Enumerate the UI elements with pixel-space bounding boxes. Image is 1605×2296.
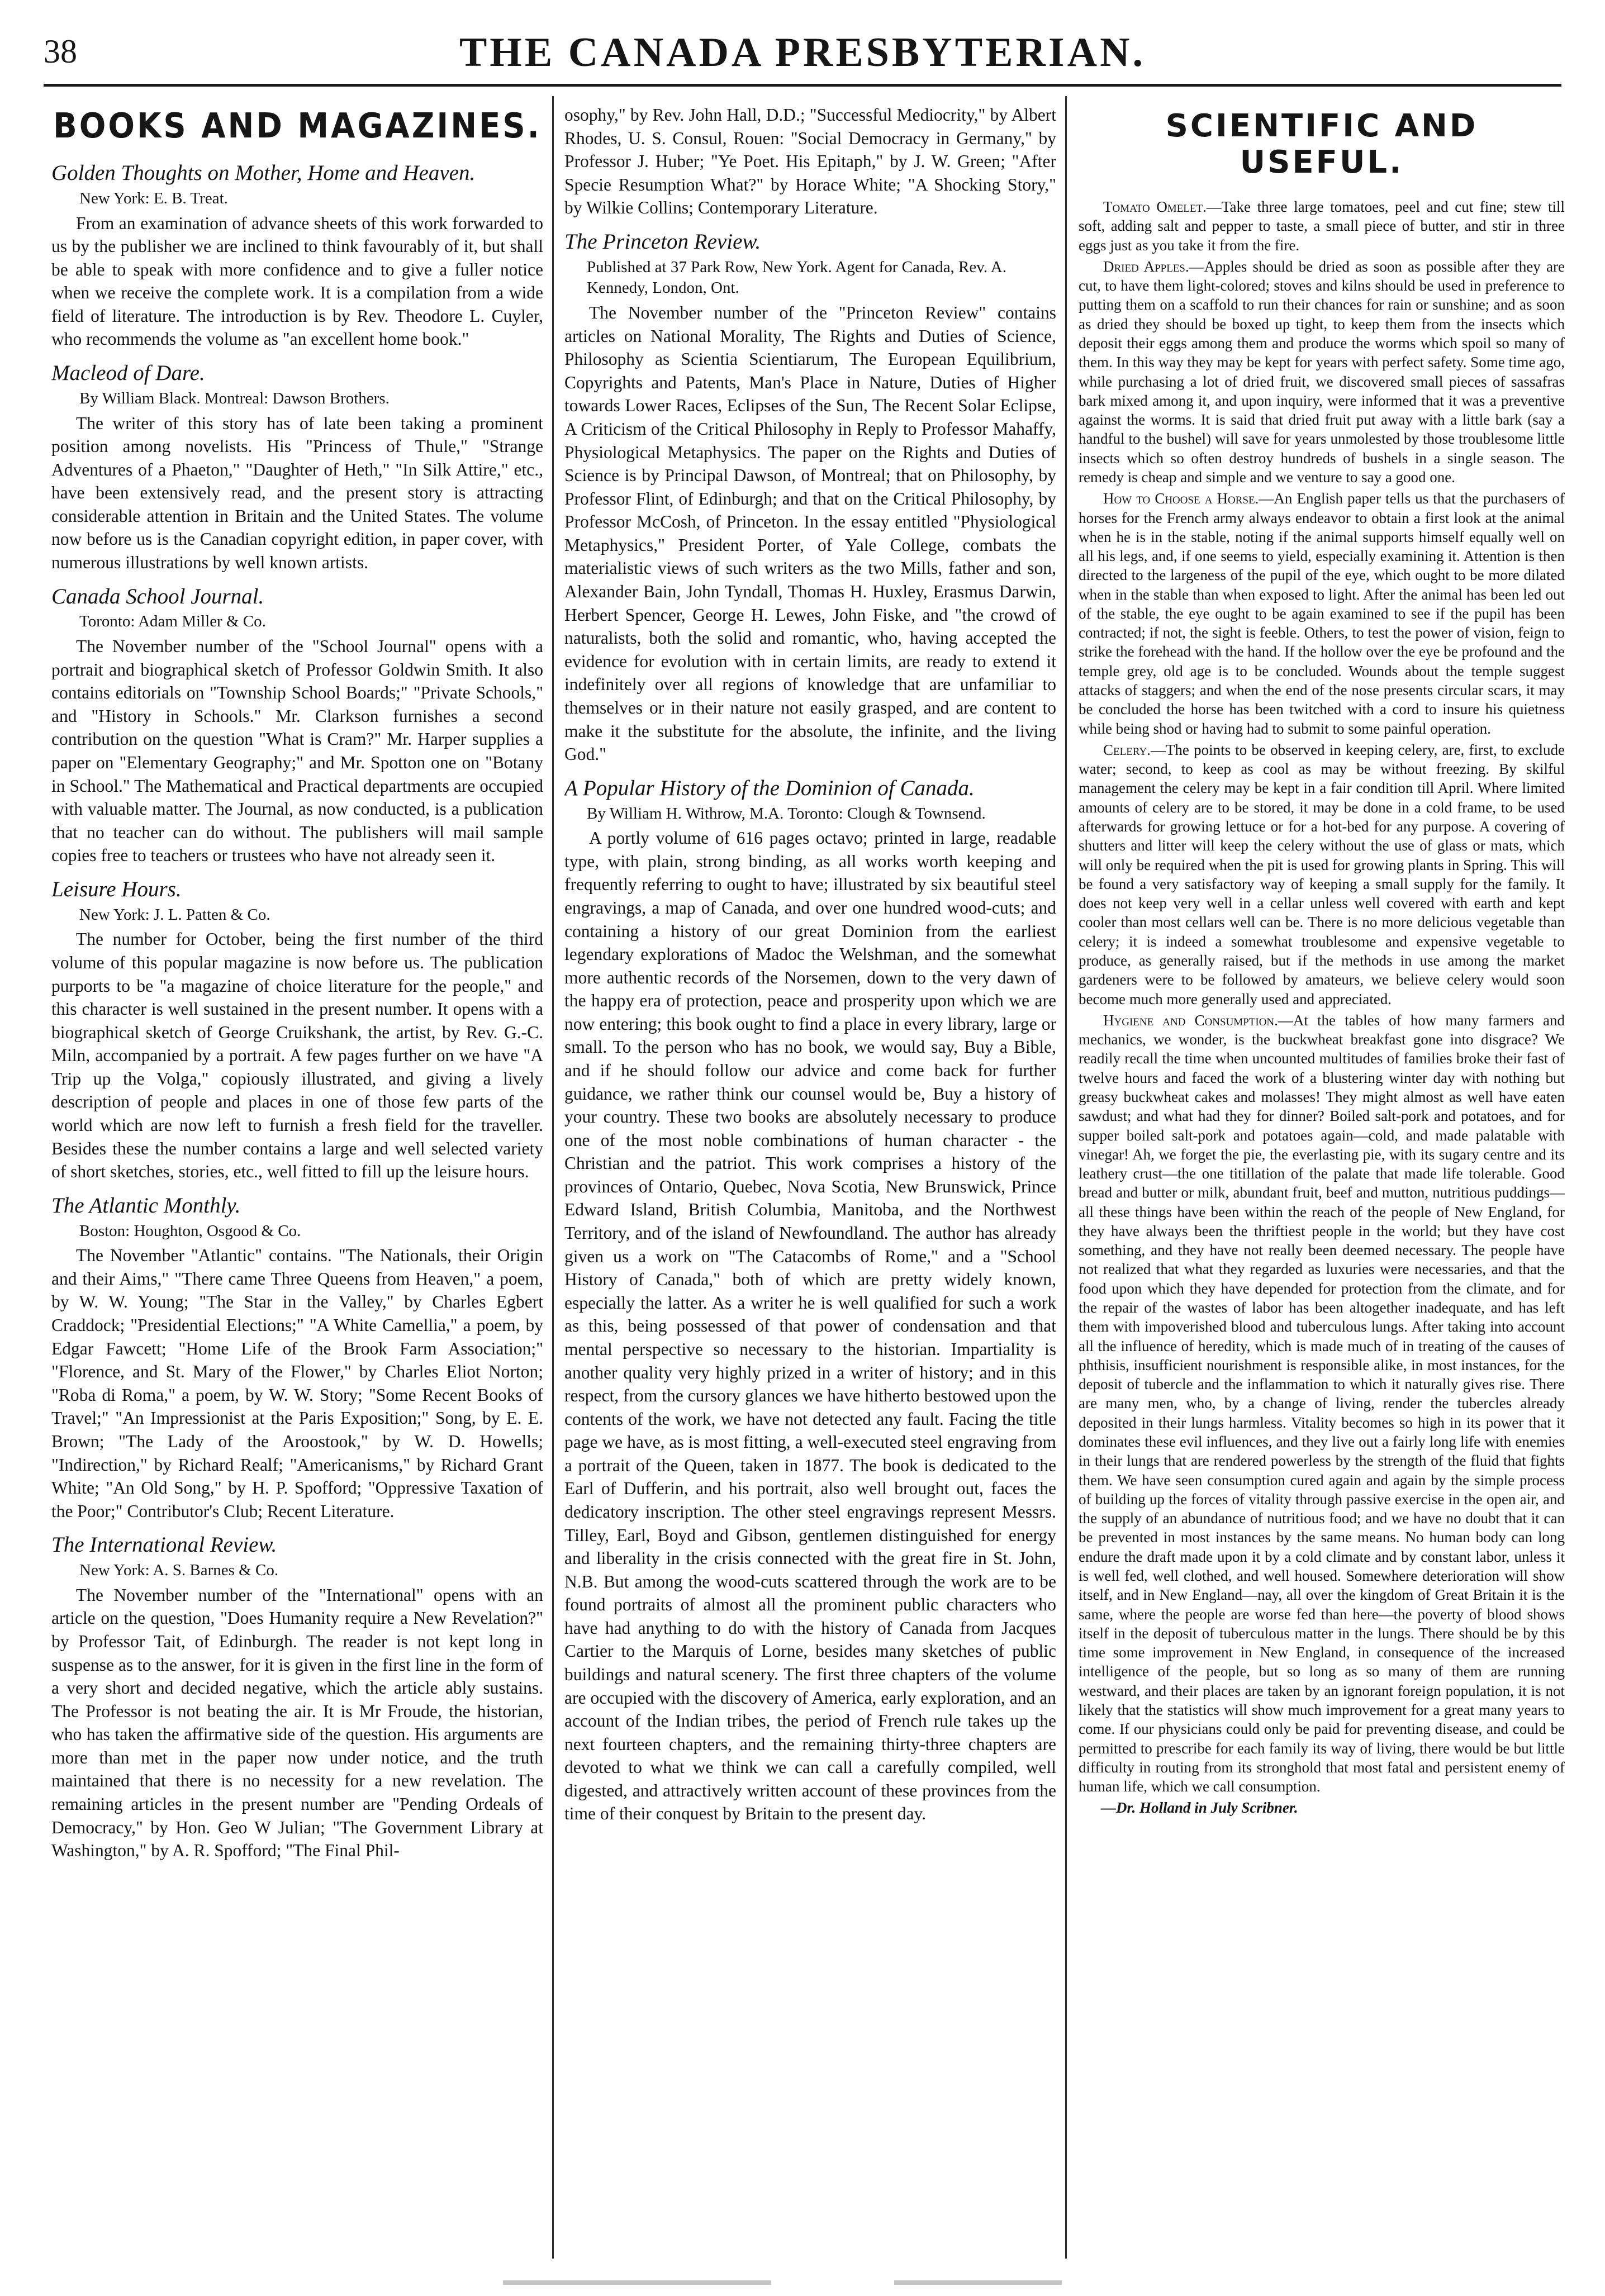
review-body: From an examination of advance sheets of this work forwarded to us by the publisher we are inclined to think favourably of it, but shall be able to speak with more confidence and to give a fuller notice when we receive the complete work. It is a compilation from a wide field of literature. The introduction is by Rev. Theodore L. Cuyler, who recommends the volume as "an excellent home book." xyxy=(51,213,543,349)
review-publisher: By William Black. Montreal: Dawson Brothers. xyxy=(79,389,390,407)
review-publisher: Boston: Houghton, Osgood & Co. xyxy=(79,1221,301,1240)
review-title: Canada School Journal. xyxy=(51,584,264,609)
column-books-continued xyxy=(564,103,1056,2260)
review-title: Macleod of Dare. xyxy=(51,361,205,385)
column-heading-books: BOOKS AND MAGAZINES. xyxy=(53,106,542,146)
review-title: A Popular History of the Dominion of Canada. xyxy=(564,776,975,800)
scan-artifact xyxy=(894,2280,1062,2285)
review-body: The writer of this story has of late been taking a prominent position among novelists. His "Princess of Thule," "Strange Adventures of a Phaeton," "Daughter of Heth," "In Silk Attire," etc., have been extensively read, and the present story is attracting considerable attention in Britain and the United States. The volume now before us is the Canadian copyright edition, in paper cover, with numerous illustrations by well known artists. xyxy=(51,413,543,572)
review-body: The number for October, being the first number of the third volume of this popular magazine is now before us. The publication purports to be "a magazine of choice literature for the people," and this character is well sustained in the present number. It opens with a biographical sketch of George Cruikshank, the artist, by Rev. G.-C. Miln, accompanied by a portrait. A few pages further on we have "A Trip up the Volga," copiously illustrated, and giving a lively description of people and places in one of those few parts of the world which are now left to furnish a fresh field for the traveller. Besides these the number contains a large and well selected variety of short sketches, stories, etc., well fitted to fill up the leisure hours. xyxy=(51,929,543,1182)
masthead-rule xyxy=(44,84,1561,87)
article-lead: Hygiene and Consumption. xyxy=(1103,1011,1278,1029)
column-heading-scientific: SCIENTIFIC AND USEFUL. xyxy=(1165,108,1478,180)
article-lead: How to Choose a Horse. xyxy=(1103,490,1259,507)
column-scientific-and-useful xyxy=(1079,103,1565,2260)
column-divider-right xyxy=(1065,96,1067,2259)
article-lead: Celery. xyxy=(1103,741,1151,758)
review-body-continued: osophy," by Rev. John Hall, D.D.; "Successful Mediocrity," by Albert Rhodes, U. S. Consul, Rouen: "Social Democracy in Germany," by Professor J. Huber; "Ye Poet. His Epitaph," by J. W. Green; "After Specie Resumption What?" by Horace White; "A Shocking Story," by Wilkie Collins; Contemporary Literature. xyxy=(564,105,1056,218)
review-title: Leisure Hours. xyxy=(51,877,182,901)
review-publisher: New York: J. L. Patten & Co. xyxy=(79,905,270,924)
review-publisher: Published at 37 Park Row, New York. Agent for Canada, Rev. A. Kennedy, London, Ont. xyxy=(587,258,1006,297)
review-publisher: Toronto: Adam Miller & Co. xyxy=(79,612,266,631)
review-title: The Princeton Review. xyxy=(564,229,761,254)
column-books-and-magazines xyxy=(51,103,543,2260)
review-body: The November "Atlantic" contains. "The Nationals, their Origin and their Aims," "There came Three Queens from Heaven," a poem, by W. W. Young; "The Star in the Valley," by Charles Egbert Craddock; "Presidential Elections;" "A White Camellia," a poem, by Edgar Fawcett; "Home Life of the Brook Farm Association;" "Florence, and St. Mary of the Flower," by Charles Eliot Norton; "Roba di Roma," a poem, by W. W. Story; "Some Recent Books of Travel;" "An Impressionist at the Paris Exposition;" Song, by E. E. Brown; "The Lady of the Aroostook," by W. D. Howells; "Indirection," by Richard Realf; "Americanisms," by Richard Grant White; "An Old Song," by H. P. Spofford; "Oppressive Taxation of the Poor;" Contributor's Club; Recent Literature. xyxy=(51,1246,543,1521)
article-item xyxy=(1079,257,1565,487)
review-body: The November number of the "School Journal" opens with a portrait and biographical sketch of Professor Goldwin Smith. It also contains editorials on "Township School Boards;" "Private Schools," and "History in Schools." Mr. Clarkson furnishes a second contribution on the question "What is Cram?" Mr. Harper supplies a paper on "Elementary Geography;" and Mr. Spotton one on "Botany in School." The Mathematical and Practical departments are occupied with valuable matter. The Journal, as now conducted, is a publication that no teacher can do without. The publishers will mail sample copies free to teachers or trustees who have not already seen it. xyxy=(51,636,543,866)
review-title: The Atlantic Monthly. xyxy=(51,1193,241,1218)
article-item xyxy=(1079,1011,1565,1796)
review-title: Golden Thoughts on Mother, Home and Heaven. xyxy=(51,161,476,185)
review-publisher: New York: A. S. Barnes & Co. xyxy=(79,1561,279,1580)
column-divider-left xyxy=(552,96,554,2259)
review-publisher: By William H. Withrow, M.A. Toronto: Clough & Townsend. xyxy=(587,804,986,823)
article-source: —Dr. Holland in July Scribner. xyxy=(1101,1799,1298,1817)
article-text: —Take three large tomatoes, peel and cut fine; stew till soft, adding salt and pepper to taste, a small piece of butter, and stir in three eggs just as you take it from the fire. xyxy=(1079,198,1565,254)
article-lead: Dried Apples. xyxy=(1103,258,1189,275)
review-body: The November number of the "International" opens with an article on the question, "Does Humanity require a New Revelation?" by Professor Tait, of Edinburgh. The reader is not kept long in suspense as to the answer, for it is given in the first line in the form of a very short and decided negative, which the article ably sustains. The Professor is not beating the air. It is Mr Froude, the historian, who has taken the affirmative side of the question. His arguments are more than met in the paper now under notice, and the truth maintained that there is no necessity for a new revelation. The remaining articles in the present number are "Pending Ordeals of Democracy," by Hon. Geo W Julian; "The Government Library at Washington," by A. R. Spofford; "The Final Phil- xyxy=(51,1585,543,1861)
page-number: 38 xyxy=(44,33,77,70)
article-text: —At the tables of how many farmers and mechanics, we wonder, is the buckwheat breakfast gone into disgrace? We readily recall the time when uncounted multitudes of families broke their fast of twelve hours and faced the work of a blustering winter day with nothing but greasy buckwheat cakes and molasses! They might almost as well have eaten sawdust; and what had they for dinner? Boiled salt-pork and potatoes, and for supper boiled salt-pork and potatoes again—cold, and made palatable with vinegar! Ah, we forget the pie, the everlasting pie, with its sugary centre and its leathery crust—the one titillation of the palate that made life tolerable. Good bread and butter or milk, abundant fruit, beef and mutton, nutritious puddings—all these things have been within the reach of the people of New England, for they have always been the thriftiest people in the world; but they have cost something, and they have not really been deemed necessary. The people have not realized that what they regarded as luxuries were necessaries, and that the food upon which they have depended for protection from the climate, and for the repair of the wastes of labor has been altogether inadequate, and has left them with impoverished blood and tuberculous lungs. After taking into account all the influence of heredity, which is made much of in treating of the causes of phthisis, insufficient nourishment is responsible alike, in most instances, for the deposit of tubercle and the inflammation to which it naturally gives rise. There are many men, who, by a change of living, render the tubercles already deposited in their lungs harmless. Vitality becomes so high in its power that it dominates these evil influences, and they live out a fairly long life with enemies in their lungs that are rendered powerless by the strength of the fluid that fights them. We have seen consumption cured again and again by the simple process of building up the forces of vitality through passive exercise in the open air, and the supply of an abundance of nutritious food; and we have no doubt that it can be prevented in most instances by the same means. No human body can long endure the draft made upon it by a cold climate and by constant labor, unless it is well fed, well clothed, and well housed. Somewhere deterioration will show itself, and in New England—nay, all over the kingdom of Great Britain it is the same, where the people are worse fed than here—the poverty of blood shows itself in the deposit of tuberculous matter in the lungs. There should be by this time some improvement in New England, in consequence of the increased intelligence of the people, but so long as so many of them are running westward, and their places are taken by an ignorant foreign population, it is not likely that the statistics will show much improvement for a great many years to come. If our physicians could only be paid for preventing disease, and could be permitted to prescribe for each family its way of living, there would be but little difficulty in routing from its stronghold that most fatal and persistent enemy of human life, which we call consumption. xyxy=(1079,1011,1565,1795)
article-lead: Tomato Omelet. xyxy=(1103,198,1207,215)
review-body: The November number of the "Princeton Review" contains articles on National Morality, The Rights and Duties of Science, Philosophy as Scientia Scientiarum, The European Equilibrium, Copyrights and Patents, Man's Place in Nature, Duties of Higher towards Lower Races, Eclipses of the Sun, The Recent Solar Eclipse, A Criticism of the Critical Philosophy in Reply to Professor Mahaffy, Physiological Metaphysics. The paper on the Rights and Duties of Science is by Principal Dawson, of Montreal; that on Philosophy, by Professor Flint, of Edinburgh; and that on the Critical Philosophy, by Professor McCosh, of Princeton. In the essay entitled "Physiological Metaphysics," President Porter, of Yale College, combats the materialistic views of such writers as the two Mills, father and son, Alexander Bain, John Tyndall, Thomas H. Huxley, Erasmus Darwin, Herbert Spencer, George H. Lewes, John Fiske, and "the crowd of naturalists, both the solid and romantic, who, having accepted the evidence for evolution with in certain limits, are ready to extend it indefinitely over all regions of knowledge that are unfamiliar to themselves or in their nature not easily grasped, and are content to make it the substitute for the absolute, the infinite, and the living God." xyxy=(564,303,1056,764)
review-body: A portly volume of 616 pages octavo; printed in large, readable type, with plain, strong binding, as all works worth keeping and frequently referring to ought to have; illustrated by six beautiful steel engravings, a map of Canada, and over one hundred wood-cuts; and containing a history of our great Dominion from the earliest legendary explorations of Madoc the Welshman, and the somewhat more authentic records of the Norsemen, down to the very dawn of the happy era of protection, peace and prosperity upon which we are now entering; this book ought to find a place in every library, large or small. To the person who has no book, we would say, Buy a Bible, and if he should follow our advice and come back for further guidance, we rather think our counsel would be, Buy a history of your country. These two books are absolutely necessary to produce one of the most noble combinations of human character - the Christian and the patriot. This work comprises a history of the provinces of Ontario, Quebec, Nova Scotia, New Brunswick, Prince Edward Island, British Columbia, Manitoba, and the Northwest Territory, and of the island of Newfoundland. The author has already given us a work on "The Catacombs of Rome," and a "School History of Canada," both of which are pretty widely known, especially the latter. As a writer he is well qualified for such a work as this, being possessed of that power of condensation and that mental perspective so necessary to the historian. Impartiality is another quality very highly prized in a writer of history; and in this respect, from the cursory glances we have hitherto bestowed upon the contents of the work, we have not detected any fault. Facing the title page we have, as is most fitting, a well-executed steel engraving from a portrait of the Queen, taken in 1877. The book is dedicated to the Earl of Dufferin, and his portrait, also well brought out, faces the dedicatory inscription. The other steel engravings represent Messrs. Tilley, Earl, Boyd and Gibson, gentlemen distinguished for energy and liberality in the crisis connected with the great fire in St. John, N.B. But among the wood-cuts scattered through the work are to be found portraits of almost all the prominent public characters who have had anything to do with the history of Canada from Jacques Cartier to the Marquis of Lorne, besides many sketches of public buildings and natural scenery. The first three chapters of the volume are occupied with the discovery of America, early exploration, and an account of the Indian tribes, the period of French rule takes up the next fourteen chapters, and the remaining thirty-three chapters are devoted to what we think we can call a carefully compiled, well digested, and attractively written account of these provinces from the time of their conquest by Britain to the present day. xyxy=(564,828,1056,1824)
review-publisher: New York: E. B. Treat. xyxy=(79,189,228,207)
article-text: —An English paper tells us that the purchasers of horses for the French army always endeavor to obtain a first look at the animal when he is in the stable, noting if the animal supports himself equally well on all his legs, and, if one seems to yield, especially examining it. Attention is then directed to the largeness of the pupil of the eye, which ought to be more dilated when in the stable than when exposed to light. After the animal has been led out of the stable, the eye ought to be again examined to see if the pupil has been contracted; if not, the sight is feeble. Others, to test the power of vision, feign to strike the forehead with the hand. If the hollow over the eye be profound and the temple grey, old age is to be concluded. Wounds about the temple suggest attacks of staggers; and when the end of the nose presents circular scars, it may be concluded the horse has been twitched with a cord to insure his quietness while being shod or having had to submit to some painful operation. xyxy=(1079,490,1565,737)
masthead-title: THE CANADA PRESBYTERIAN. xyxy=(459,30,1146,75)
article-text: —The points to be observed in keeping celery, are, first, to exclude water; second, to keep as cool as may be without freezing. By skilful management the celery may be kept in a fair condition till April. Where limited amounts of celery are to be stored, it may be done in a cold frame, to be used afterwards for growing lettuce or for a hot-bed for any purpose. A covering of shutters and litter will keep the celery without the use of glass or mats, which will only be required when the pit is used for growing plants in Spring. This will be found a very satisfactory way of keeping a small supply for the family. It does not keep very well in a cellar unless well covered with earth and kept cooler than most cellars well can be. There is no more delicious vegetable than celery; it is indeed a somewhat troublesome and expensive vegetable to produce, as generally raised, but if the methods in use among the market gardeners were to be followed by amateurs, we believe celery would soon become much more generally used and appreciated. xyxy=(1079,741,1565,1007)
article-item xyxy=(1079,740,1565,1009)
article-text: —Apples should be dried as soon as possible after they are cut, to have them light-colored; stoves and kilns should be used in preference to putting them on a scaffold to run their chances for rain or sunshine; and as soon as dried they should be boxed up tight, to keep them from the insects which deposit their eggs among them and produce the worms which spoil so many of them. In this way they may be kept for years with perfect safety. Some time ago, while purchasing a lot of dried fruit, we discovered small pieces of sassafras bark mixed among it, and upon inquiry, were informed that it was a preventive against the worms. It is said that dried fruit put away with a little bark (say a handful to the bushel) will save for years unmolested by those troublesome little insects which so often destroy hundreds of bushels in a single season. The remedy is cheap and simple and we venture to say a good one. xyxy=(1079,258,1565,486)
review-title: The International Review. xyxy=(51,1533,277,1557)
scan-artifact xyxy=(503,2280,771,2285)
article-item xyxy=(1079,197,1565,255)
article-item xyxy=(1079,489,1565,738)
